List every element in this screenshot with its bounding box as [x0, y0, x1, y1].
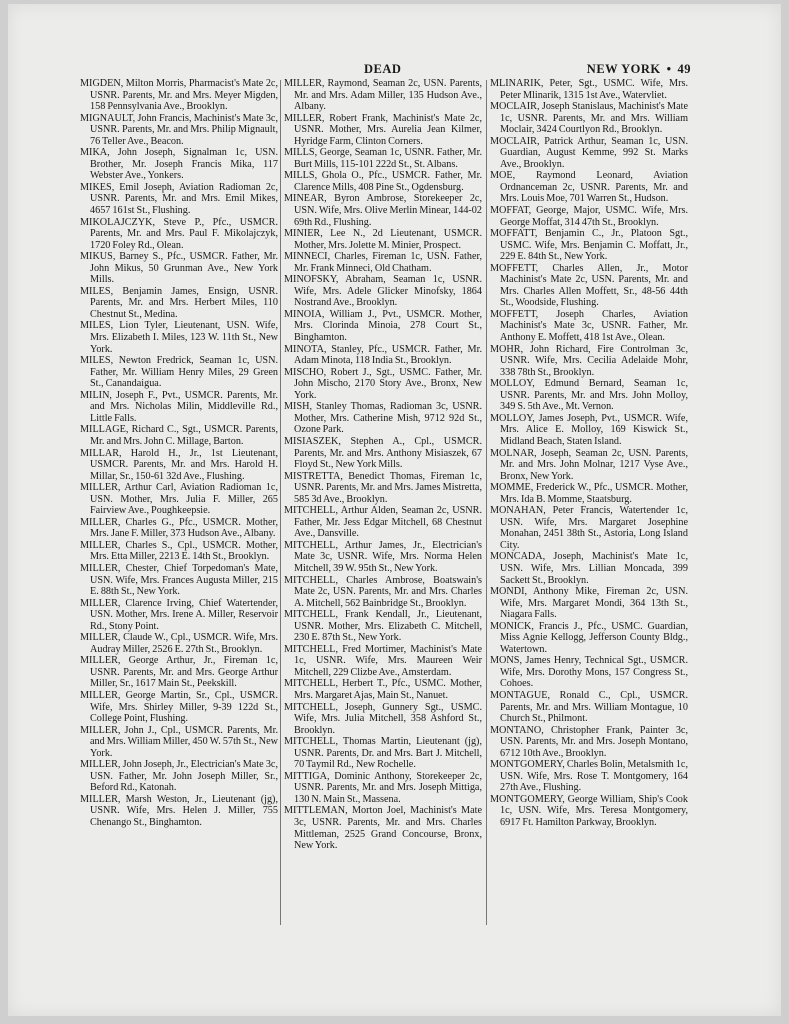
- page-header-right: [587, 62, 691, 77]
- casualty-entry: MILLER, Arthur Carl, Aviation Radioman 1c, USN. Mother, Mrs. Julia F. Miller, 265 Fairview Ave., Poughkeepsie.: [80, 482, 278, 517]
- casualty-entry: MITCHELL, Joseph, Gunnery Sgt., USMC. Wife, Mrs. Julia Mitchell, 358 Ashford St., Brooklyn.: [284, 701, 482, 736]
- casualty-entry: MITCHELL, Frank Kendall, Jr., Lieutenant, USNR. Mother, Mrs. Elizabeth C. Mitchell, 230 E. 87th St., New York.: [284, 609, 482, 644]
- casualty-entry: MILLS, George, Seaman 1c, USNR. Father, Mr. Burt Mills, 115-101 222d St., St. Albans.: [284, 147, 482, 170]
- section-heading: DEAD: [364, 62, 402, 76]
- casualty-entry: MITCHELL, Fred Mortimer, Machinist's Mate 1c, USNR. Wife, Mrs. Maureen Weir Mitchell, 229 Clizbe Ave., Amsterdam.: [284, 643, 482, 678]
- casualty-entry: MISTRETTA, Benedict Thomas, Fireman 1c, USNR. Parents, Mr. and Mrs. James Mistretta, 585 3d Ave., Brooklyn.: [284, 470, 482, 505]
- bullet-separator: •: [666, 62, 672, 76]
- casualty-entry: MINIER, Lee N., 2d Lieutenant, USMCR. Mother, Mrs. Jolette M. Minier, Prospect.: [284, 228, 482, 251]
- casualty-entry: MIGNAULT, John Francis, Machinist's Mate 3c, USNR. Parents, Mr. and Mrs. Philip Mignault, 76 Teller Ave., Beacon.: [80, 112, 278, 147]
- page-number: 49: [677, 62, 691, 76]
- casualty-entry: MILLER, Charles G., Pfc., USMCR. Mother, Mrs. Jane F. Miller, 373 Hudson Ave., Albany.: [80, 516, 278, 540]
- casualty-entry: MIKES, Emil Joseph, Aviation Radioman 2c, USNR. Parents, Mr. and Mrs. Emil Mikes, 4657 161st St., Flushing.: [80, 181, 278, 217]
- casualty-entry: MONS, James Henry, Technical Sgt., USMCR. Wife, Mrs. Dorothy Mons, 157 Congress St., Cohoes.: [490, 655, 688, 690]
- casualty-entry: MILES, Benjamin James, Ensign, USNR. Parents, Mr. and Mrs. Herbert Miles, 110 Chestnut St., Medina.: [80, 285, 278, 320]
- casualty-entry: MINNECI, Charles, Fireman 1c, USN. Father, Mr. Frank Minneci, Old Chatham.: [284, 251, 482, 274]
- casualty-entry: MILES, Newton Fredrick, Seaman 1c, USN. Father, Mr. William Henry Miles, 29 Green St., Canandaigua.: [80, 355, 278, 390]
- casualty-entry: MILLAGE, Richard C., Sgt., USMCR. Parents, Mr. and Mrs. John C. Millage, Barton.: [80, 424, 278, 447]
- casualty-entry: MOLNAR, Joseph, Seaman 2c, USN. Parents, Mr. and Mrs. John Molnar, 1217 Vyse Ave., Bronx, New York.: [490, 447, 688, 482]
- casualty-entry: MOLLOY, Edmund Bernard, Seaman 1c, USNR. Parents, Mr. and Mrs. John Molloy, 349 S. 5th Ave., Mt. Vernon.: [490, 378, 688, 413]
- entries-column-1: [80, 78, 278, 829]
- casualty-entry: MILLS, Ghola O., Pfc., USMCR. Father, Mr. Clarence Mills, 408 Pine St., Ogdensburg.: [284, 170, 482, 193]
- casualty-entry: MILLER, George Arthur, Jr., Fireman 1c, USNR. Parents, Mr. and Mrs. George Arthur Miller, Sr., 1617 Main St., Peekskill.: [80, 655, 278, 690]
- casualty-entry: MITCHELL, Herbert T., Pfc., USMC. Mother, Mrs. Margaret Ajas, Main St., Nanuet.: [284, 678, 482, 701]
- state-heading: NEW YORK: [586, 62, 661, 76]
- casualty-entry: MONDI, Anthony Mike, Fireman 2c, USN. Wife, Mrs. Margaret Mondi, 364 13th St., Niagara Falls.: [490, 586, 688, 621]
- casualty-entry: MITTIGA, Dominic Anthony, Storekeeper 2c, USNR. Parents, Mr. and Mrs. Joseph Mittiga, 130 N. Main St., Massena.: [284, 770, 482, 805]
- casualty-entry: MONTGOMERY, George William, Ship's Cook 1c, USN. Wife, Mrs. Teresa Montgomery, 6917 Ft. Hamilton Parkway, Brooklyn.: [490, 793, 688, 828]
- casualty-entry: MINOIA, William J., Pvt., USMCR. Mother, Mrs. Clorinda Minoia, 278 Court St., Binghamton.: [284, 308, 482, 344]
- casualty-entry: MOHR, John Richard, Fire Controlman 3c, USNR. Wife, Mrs. Cecilia Adelaide Mohr, 338 78th St., Brooklyn.: [490, 343, 688, 378]
- casualty-entry: MISIASZEK, Stephen A., Cpl., USMCR. Parents, Mr. and Mrs. Anthony Misiaszek, 67 Floyd St., New York Mills.: [284, 435, 482, 471]
- casualty-entry: MONTGOMERY, Charles Bolin, Metalsmith 1c, USN. Wife, Mrs. Rose T. Montgomery, 164 27th Ave., Flushing.: [490, 759, 688, 794]
- casualty-entry: MITTLEMAN, Morton Joel, Machinist's Mate 3c, USNR. Parents, Mr. and Mrs. Charles Mittleman, 2525 Grand Concourse, Bronx, New York.: [284, 805, 482, 852]
- casualty-entry: MILLER, Robert Frank, Machinist's Mate 2c, USNR. Mother, Mrs. Aurelia Jean Kilmer, Hyridge Farm, Clinton Corners.: [284, 112, 482, 147]
- casualty-entry: MILLER, John Joseph, Jr., Electrician's Mate 3c, USN. Father, Mr. John Joseph Miller, Sr., Beford Rd., Katonah.: [80, 759, 278, 794]
- casualty-entry: MILLER, Chester, Chief Torpedoman's Mate, USN. Wife, Mrs. Frances Augusta Miller, 215 E. 88th St., New York.: [80, 562, 278, 598]
- casualty-entry: MONICK, Francis J., Pfc., USMC. Guardian, Miss Agnie Kellogg, Jefferson County Bldg., Watertown.: [490, 620, 688, 655]
- casualty-entry: MONAHAN, Peter Francis, Watertender 1c, USN. Wife, Mrs. Margaret Josephine Monahan, 2451 38th St., Astoria, Long Island City.: [490, 505, 688, 551]
- casualty-entry: MILLER, Raymond, Seaman 2c, USN. Parents, Mr. and Mrs. Adam Miller, 135 Hudson Ave., Albany.: [284, 78, 482, 113]
- casualty-entry: MOMME, Frederick W., Pfc., USMCR. Mother, Mrs. Ida B. Momme, Staatsburg.: [490, 482, 688, 505]
- casualty-entry: MOFFAT, George, Major, USMC. Wife, Mrs. George Moffat, 314 47th St., Brooklyn.: [490, 205, 688, 228]
- casualty-entry: MINOFSKY, Abraham, Seaman 1c, USNR. Wife, Mrs. Adele Glicker Minofsky, 1864 Nostrand Ave., Brooklyn.: [284, 274, 482, 309]
- casualty-entry: MIKUS, Barney S., Pfc., USMCR. Father, Mr. John Mikus, 50 Grunman Ave., New York Mills.: [80, 251, 278, 286]
- casualty-entry: MITCHELL, Arthur James, Jr., Electrician's Mate 3c, USNR. Wife, Mrs. Norma Helen Mitchell, 39 W. 95th St., New York.: [284, 539, 482, 574]
- casualty-entry: MITCHELL, Arthur Alden, Seaman 2c, USNR. Father, Mr. Jess Edgar Mitchell, 68 Chestnut Ave., Dansville.: [284, 505, 482, 540]
- casualty-entry: MITCHELL, Charles Ambrose, Boatswain's Mate 2c, USN. Parents, Mr. and Mrs. Charles A. Mitchell, 562 Bainbridge St., Brooklyn.: [284, 574, 482, 609]
- casualty-entry: MIKA, John Joseph, Signalman 1c, USN. Brother, Mr. Joseph Francis Mika, 117 Webster Ave., Yonkers.: [80, 147, 278, 182]
- casualty-entry: MIKOLAJCZYK, Steve P., Pfc., USMCR. Parents, Mr. and Mrs. Paul F. Mikolajczyk, 1720 Foley Rd., Olean.: [80, 216, 278, 251]
- casualty-entry: MILLER, John J., Cpl., USMCR. Parents, Mr. and Mrs. William Miller, 450 W. 57th St., New York.: [80, 724, 278, 759]
- casualty-entry: MLINARIK, Peter, Sgt., USMC. Wife, Mrs. Peter Mlinarik, 1315 1st Ave., Watervliet.: [490, 78, 688, 101]
- casualty-entry: MILIN, Joseph F., Pvt., USMCR. Parents, Mr. and Mrs. Nicholas Milin, Middleville Rd., Little Falls.: [80, 389, 278, 424]
- entries-column-2: [284, 78, 482, 852]
- casualty-entry: MONCADA, Joseph, Machinist's Mate 1c, USN. Wife, Mrs. Lillian Moncada, 399 Sackett St., Brooklyn.: [490, 551, 688, 586]
- casualty-entry: MOFFETT, Charles Allen, Jr., Motor Machinist's Mate 2c, USN. Parents, Mr. and Mrs. Charles Allen Moffett, Sr., 48-56 44th St., Woodside, Flushing.: [490, 262, 688, 309]
- casualty-entry: MINEAR, Byron Ambrose, Storekeeper 2c, USN. Wife, Mrs. Olive Merlin Minear, 144-02 69th Rd., Flushing.: [284, 193, 482, 228]
- casualty-entry: MINOTA, Stanley, Pfc., USMCR. Father, Mr. Adam Minota, 118 India St., Brooklyn.: [284, 343, 482, 367]
- casualty-entry: MILLER, Clarence Irving, Chief Watertender, USN. Mother, Mrs. Irene A. Miller, Reservoir Rd., Stony Point.: [80, 597, 278, 632]
- casualty-entry: MILLER, Charles S., Cpl., USMCR. Mother, Mrs. Etta Miller, 2213 E. 14th St., Brooklyn.: [80, 539, 278, 563]
- casualty-entry: MONTAGUE, Ronald C., Cpl., USMCR. Parents, Mr. and Mrs. William Montague, 10 Church St., Philmont.: [490, 689, 688, 725]
- casualty-entry: MOLLOY, James Joseph, Pvt., USMCR. Wife, Mrs. Alice E. Molloy, 169 Kiswick St., Midland Beach, Staten Island.: [490, 412, 688, 447]
- column-divider: [280, 80, 281, 925]
- casualty-entry: MITCHELL, Thomas Martin, Lieutenant (jg), USNR. Parents, Dr. and Mrs. Bart J. Mitchell, 70 Taymil Rd., New Rochelle.: [284, 736, 482, 771]
- casualty-entry: MILLER, Marsh Weston, Jr., Lieutenant (jg), USNR. Wife, Mrs. Helen J. Miller, 755 Chenango St., Binghamton.: [80, 793, 278, 828]
- casualty-entry: MILES, Lion Tyler, Lieutenant, USN. Wife, Mrs. Elizabeth I. Miles, 123 W. 11th St., New York.: [80, 320, 278, 355]
- casualty-entry: MONTANO, Christopher Frank, Painter 3c, USN. Parents, Mr. and Mrs. Joseph Montano, 6712 10th Ave., Brooklyn.: [490, 724, 688, 759]
- casualty-entry: MOE, Raymond Leonard, Aviation Ordnanceman 2c, USNR. Parents, Mr. and Mrs. Louis Moe, 701 Warren St., Hudson.: [490, 170, 688, 205]
- casualty-entry: MIGDEN, Milton Morris, Pharmacist's Mate 2c, USNR. Parents, Mr. and Mrs. Meyer Migden, 158 Pennsylvania Ave., Brooklyn.: [80, 78, 278, 113]
- casualty-entry: MOCLAIR, Patrick Arthur, Seaman 1c, USN. Guardian, August Kemme, 992 St. Marks Ave., Brooklyn.: [490, 135, 688, 170]
- casualty-entry: MOFFETT, Joseph Charles, Aviation Machinist's Mate 3c, USNR. Father, Mr. Anthony E. Moffett, 418 1st Ave., Olean.: [490, 308, 688, 344]
- casualty-entry: MILLER, George Martin, Sr., Cpl., USMCR. Wife, Mrs. Shirley Miller, 9-39 122d St., College Point, Flushing.: [80, 689, 278, 725]
- casualty-entry: MILLAR, Harold H., Jr., 1st Lieutenant, USMCR. Parents, Mr. and Mrs. Harold H. Millar, Sr., 150-61 32d Ave., Flushing.: [80, 447, 278, 482]
- column-divider: [486, 80, 487, 925]
- entries-column-3: [490, 78, 688, 829]
- casualty-entry: MISH, Stanley Thomas, Radioman 3c, USNR. Mother, Mrs. Catherine Mish, 9712 92d St., Ozone Park.: [284, 401, 482, 436]
- casualty-entry: MOCLAIR, Joseph Stanislaus, Machinist's Mate 1c, USNR. Parents, Mr. and Mrs. William Moclair, 3424 Courtlyon Rd., Brooklyn.: [490, 101, 688, 136]
- casualty-entry: MOFFATT, Benjamin C., Jr., Platoon Sgt., USMC. Wife, Mrs. Benjamin C. Moffatt, Jr., 229 E. 84th St., New York.: [490, 228, 688, 263]
- casualty-entry: MILLER, Claude W., Cpl., USMCR. Wife, Mrs. Audray Miller, 2526 E. 27th St., Brooklyn.: [80, 632, 278, 655]
- casualty-entry: MISCHO, Robert J., Sgt., USMC. Father, Mr. John Mischo, 2170 Story Ave., Bronx, New York.: [284, 366, 482, 401]
